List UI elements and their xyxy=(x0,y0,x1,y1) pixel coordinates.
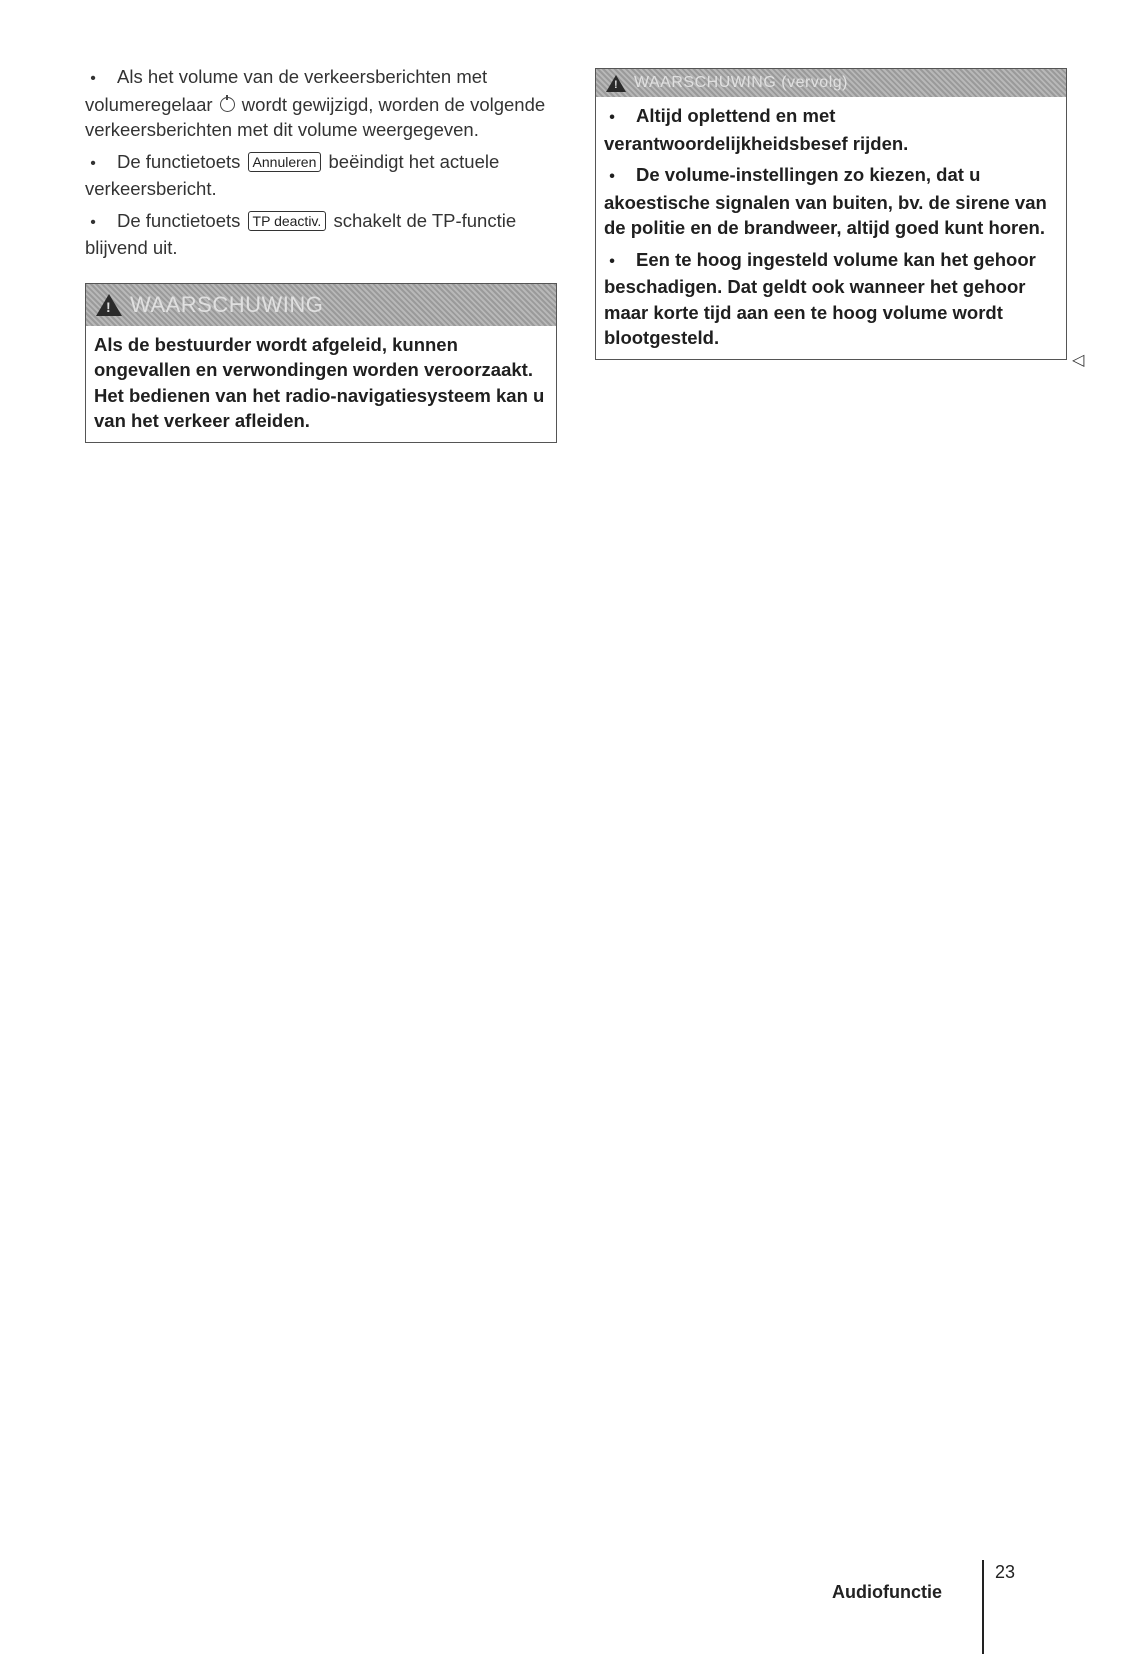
paragraph-tp-deactiv: •De functietoets TP deactiv. schakelt de TP-functie blijvend uit. xyxy=(85,208,557,261)
paragraph-volume: •Als het volume van de verkeersberichten met volumeregelaar wordt gewijzigd, worden de volgende verkeersberichten met dit volume weergegeven. xyxy=(85,64,557,143)
softkey-tp-deactiv: TP deactiv. xyxy=(248,211,327,231)
warning-text: Als de bestuurder wordt afgeleid, kunnen ongevallen en verwondingen worden veroorzaakt. Het bedienen van het radio-navigatiesysteem kan u van het verkeer afleiden. xyxy=(94,333,545,431)
warning-continued-title: WAARSCHUWING (vervolg) xyxy=(634,74,848,91)
bullet-icon xyxy=(85,64,117,92)
warning-box xyxy=(85,283,557,443)
paragraph-annuleren: •De functietoets Annuleren beëindigt het actuele verkeersbericht. xyxy=(85,149,557,202)
softkey-annuleren: Annuleren xyxy=(248,152,322,172)
warning-continued-box xyxy=(595,68,1067,360)
footer-section-title: Audiofunctie xyxy=(832,1582,942,1602)
bullet-icon xyxy=(85,208,117,236)
warning-title: WAARSCHUWING xyxy=(130,291,324,317)
bullet-icon xyxy=(85,149,117,177)
volume-knob-icon xyxy=(220,97,235,112)
warning-triangle-icon xyxy=(96,294,122,316)
bullet-icon xyxy=(604,103,636,131)
warning-continued-list xyxy=(596,97,1066,359)
warning-triangle-icon xyxy=(606,75,626,92)
warning-item: •Een te hoog ingesteld volume kan het gehoor beschadigen. Dat geldt ook wanneer het gehoor maar korte tijd aan een te hoog volume wordt blootgesteld. xyxy=(604,247,1058,351)
warning-continued-header xyxy=(596,69,1066,97)
warning-item: •De volume-instellingen zo kiezen, dat u akoestische signalen van buiten, bv. de sirene van de politie en de brandweer, altijd goed kunt horen. xyxy=(604,162,1058,241)
right-column xyxy=(595,68,1067,360)
page-number: 23 xyxy=(995,1562,1016,1582)
bullet-icon xyxy=(604,162,636,190)
bullet-icon xyxy=(604,247,636,275)
left-column xyxy=(85,64,557,443)
footer-divider xyxy=(982,1560,984,1654)
warning-header xyxy=(86,284,556,326)
warning-item: •Altijd oplettend en met verantwoordelijkheidsbesef rijden. xyxy=(604,103,1058,156)
end-of-section-triangle-icon: ◁ xyxy=(1072,352,1085,369)
